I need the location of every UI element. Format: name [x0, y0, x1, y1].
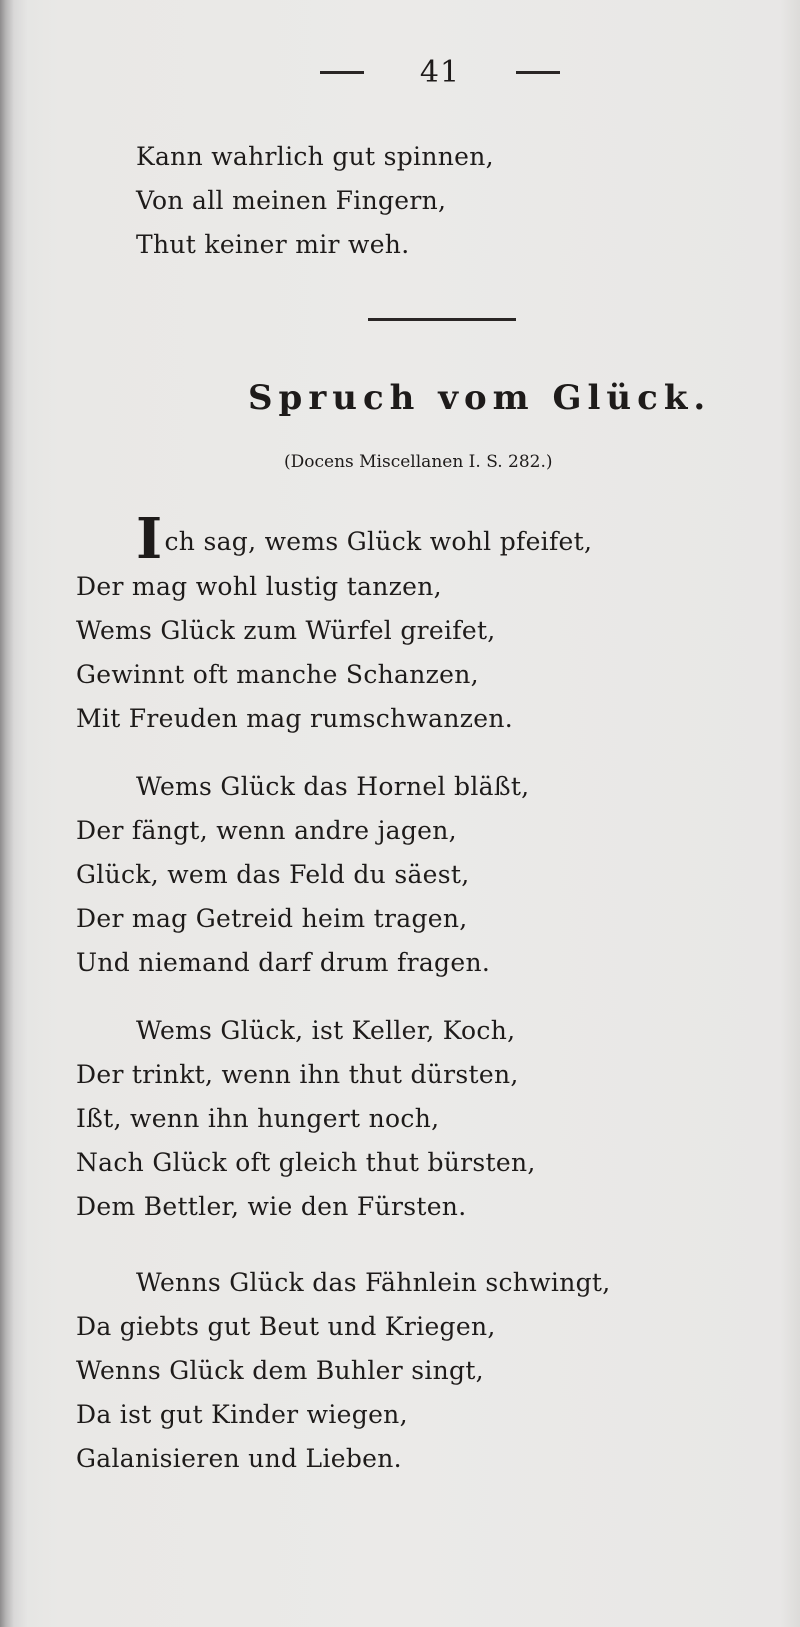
poem-line: Wenns Glück das Fähnlein schwingt,: [136, 1268, 611, 1297]
poem-line: Wems Glück zum Würfel greifet,: [76, 616, 496, 645]
poem-title: Spruch vom Glück.: [248, 378, 712, 418]
verse-line: Kann wahrlich gut spinnen,: [136, 142, 494, 171]
poem-line-text: ch sag, wems Glück wohl pfeifet,: [164, 527, 593, 556]
poem-line: Wems Glück das Hornel bläßt,: [136, 772, 530, 801]
verse-line: Von all meinen Fingern,: [136, 186, 447, 215]
verse-line: Thut keiner mir weh.: [136, 230, 410, 259]
poem-line: Ißt, wenn ihn hungert noch,: [76, 1104, 440, 1133]
poem-line: Dem Bettler, wie den Fürsten.: [76, 1192, 467, 1221]
poem-line: Da ist gut Kinder wiegen,: [76, 1400, 408, 1429]
poem-line: Der mag wohl lustig tanzen,: [76, 572, 442, 601]
poem-line: Und niemand darf drum fragen.: [76, 948, 491, 977]
poem-line: Glück, wem das Feld du säest,: [76, 860, 470, 889]
poem-line: Wems Glück, ist Keller, Koch,: [136, 1016, 516, 1045]
page-header: [320, 50, 560, 94]
poem-line: Der fängt, wenn andre jagen,: [76, 816, 457, 845]
poem-line: Galanisieren und Lieben.: [76, 1444, 402, 1473]
poem-line: Da giebts gut Beut und Kriegen,: [76, 1312, 496, 1341]
header-dash-left: [320, 71, 364, 74]
poem-line: Nach Glück oft gleich thut bürsten,: [76, 1148, 536, 1177]
section-divider: [368, 318, 516, 321]
header-dash-right: [516, 71, 560, 74]
poem-line: Der trinkt, wenn ihn thut dürsten,: [76, 1060, 519, 1089]
poem-line: Der mag Getreid heim tragen,: [76, 904, 468, 933]
page-number: 41: [419, 54, 461, 90]
poem-line: Gewinnt oft manche Schanzen,: [76, 660, 479, 689]
drop-cap-initial: I: [136, 506, 163, 572]
poem-line: Mit Freuden mag rumschwanzen.: [76, 704, 513, 733]
poem-source: (Docens Miscellanen I. S. 282.): [284, 452, 553, 472]
poem-line: Wenns Glück dem Buhler singt,: [76, 1356, 484, 1385]
poem-line-with-initial: [136, 506, 593, 572]
